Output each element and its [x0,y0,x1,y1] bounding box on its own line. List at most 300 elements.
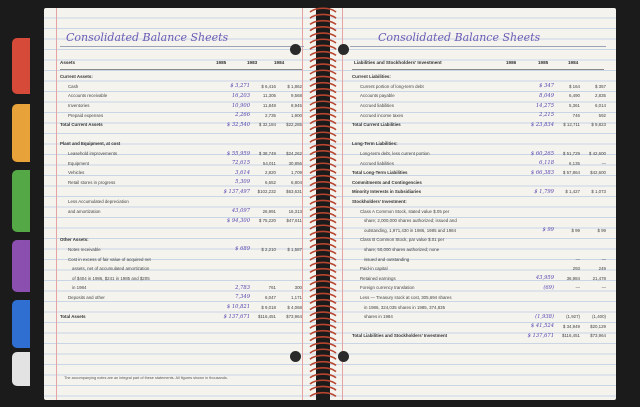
spiral-coil [310,275,336,279]
printed-value: $ 75,220 [258,218,276,224]
printed-value: (1,400) [592,314,606,320]
table-row [350,235,608,245]
printed-value [278,264,304,274]
row-label: Accrued liabilities [360,160,394,166]
table-row [350,321,608,331]
printed-value: 8,945 [291,103,302,109]
spiral-coil [310,45,336,49]
row-label: Prepaid expenses [68,112,104,118]
row-label: Total Liabilities and Stockholders' Investment [352,333,448,339]
printed-value: $102,232 [257,189,276,195]
table-row [350,101,608,111]
printed-value [582,245,608,255]
page-title: Consolidated Balance Sheets [378,31,541,44]
row-label: Current Liabilities: [352,74,391,80]
row-label: Accounts receivable [68,93,108,99]
printed-value: 1,900 [291,112,302,118]
printed-value: 9,568 [291,93,302,99]
page-title: Consolidated Balance Sheets [66,31,229,44]
spiral-coil [310,231,336,235]
spiral-coil [310,101,336,105]
handwritten-value: 43,097 [231,208,250,215]
handwritten-value: 6,118 [539,160,554,167]
spiral-coil [310,349,336,353]
table-row [350,302,608,312]
table-row [58,293,304,303]
table-row [350,149,608,159]
row-label [350,321,524,331]
row-label: Total Long-Term Liabilities [352,170,408,176]
row-label: Class A Common Stock, stated value $.05 per [360,208,450,214]
spiral-coil [310,287,336,291]
printed-value: 761 [268,285,276,291]
column-header-label: Assets [60,60,76,65]
spiral-coil [310,33,336,37]
spiral-coil [310,64,336,68]
handwritten-value: $ 3,271 [230,83,250,90]
spiral-coil [310,107,336,111]
row-label: Cost in excess of fair value of acquired net [68,256,151,262]
printed-value: 6,804 [291,179,302,185]
row-label: share; 2,000,000 shares authorized; issued and [364,218,457,224]
table-row [350,120,608,130]
printed-value: $ 51,729 [562,151,580,157]
table-row [350,331,608,341]
row-label: shares in 1984 [364,314,393,320]
table-row [58,158,304,168]
printed-value [252,139,278,149]
row-label: Total Current Assets [60,122,103,128]
handwritten-value: 2,783 [235,284,250,291]
table-row [58,245,304,255]
handwritten-value: $ 689 [235,246,250,253]
row-label: Accrued income taxes [360,112,404,118]
row-label [58,187,220,197]
printed-value [252,130,278,140]
row-label: Foreign currency translation [360,285,415,291]
table-row [350,226,608,236]
handwritten-value [220,235,252,245]
printed-value: $ 9,823 [591,122,606,128]
printed-value [582,130,608,140]
printed-value: 5,361 [569,103,580,109]
handwritten-value: $ 137,497 [223,188,250,195]
spiral-coil [310,138,336,142]
printed-value [278,197,304,207]
spiral-coil [310,39,336,43]
handwritten-value: $ 66,383 [530,169,554,176]
printed-value: $116,451 [562,333,580,339]
punch-hole [290,351,301,362]
divider-tab [12,240,30,292]
spiral-coil [310,250,336,254]
row-label: Deposits and other [68,294,105,300]
handwritten-value [524,235,556,245]
table-row [350,168,608,178]
spiral-coil [310,52,336,56]
handwritten-value: 72,615 [231,160,250,167]
table-row [58,130,304,140]
spiral-coil [310,337,336,341]
table-row [58,110,304,120]
handwritten-value: 16,203 [231,92,250,99]
row-label [58,302,220,312]
printed-value: 16,313 [288,208,302,214]
spiral-coil [310,8,336,12]
row-label: Equipment [68,160,89,166]
table-row [58,283,304,293]
spiral-coil [310,114,336,118]
handwritten-value: $ 137,671 [527,332,554,339]
printed-value [556,197,582,207]
printed-value [278,139,304,149]
spiral-coil [310,176,336,180]
row-label [58,226,220,236]
printed-value: $73,964 [286,314,302,320]
handwritten-value [524,206,556,216]
spiral-coil [310,89,336,93]
printed-value: 1,171 [291,294,302,300]
handwritten-value: 43,959 [535,275,554,282]
column-header-year: 1983 [247,60,258,65]
table-row [58,254,304,264]
footnote: The accompanying notes are an integral part of these statements. All figures shown in thousands. [64,376,228,380]
printed-value: $ 32,184 [258,122,276,128]
printed-value [556,235,582,245]
row-label: Other Assets: [60,237,89,243]
handwritten-value [524,254,556,264]
printed-value [278,254,304,264]
spiral-coil [310,58,336,62]
table-row [350,264,608,274]
table-row [58,139,304,149]
printed-value [252,254,278,264]
handwritten-value: $ 41,524 [530,323,554,330]
row-label: of $404 in 1986, $241 in 1985 and $205 [72,275,150,281]
printed-value [556,293,582,303]
title-rule [350,46,606,47]
table-row [350,130,608,140]
table-row [58,273,304,283]
handwritten-value [524,130,556,140]
handwritten-value [524,293,556,303]
table-row [350,273,608,283]
printed-value: $63,631 [286,189,302,195]
handwritten-value: $ 10,821 [226,304,250,311]
spiral-coil [310,169,336,173]
printed-value [278,72,304,82]
printed-value: $ 1,587 [287,246,302,252]
printed-value: 300 [294,285,302,291]
spiral-coil [310,238,336,242]
printed-value: 36,984 [566,275,580,281]
printed-value: 26,991 [262,208,276,214]
printed-value [582,293,608,303]
column-header-year: 1985 [216,60,227,65]
row-label: Class B Common Stock, par value $.01 per [360,237,445,243]
printed-value [252,197,278,207]
handwritten-value: $ 99 [542,227,554,234]
left-page [44,8,316,400]
row-label: Retail stores in progress [68,179,116,185]
row-label: in 1984 [72,285,87,291]
row-label [350,130,524,140]
spiral-coil [310,27,336,31]
table-row [58,101,304,111]
spiral-coil [310,145,336,149]
column-header-year: 1984 [568,60,579,65]
table-row [58,82,304,92]
printed-value: $20,129 [590,323,606,329]
table-row [58,120,304,130]
spiral-coil [310,355,336,359]
punch-hole [290,44,301,55]
printed-value: $ 1,073 [591,189,606,195]
row-label: Leasehold improvements [68,151,118,157]
spiral-coil [310,368,336,372]
row-label: Less — Treasury stock at cost, 305,694 shares [360,294,452,300]
printed-value: $ 99 [597,227,606,233]
handwritten-value [220,197,252,207]
printed-value: $ 2,210 [261,246,276,252]
handwritten-value: 2,266 [235,112,250,119]
spiral-coil [310,386,336,390]
row-label: in 1986, 324,035 shares in 1985, 374,835 [364,304,446,310]
handwritten-value: $ 137,671 [223,313,250,320]
handwritten-value [220,273,252,283]
row-label: Total Current Liabilities [352,122,401,128]
handwritten-value [524,245,556,255]
table-row [58,187,304,197]
table-row [350,82,608,92]
row-label: Plant and Equipment, at cost [60,141,121,147]
handwritten-value [524,302,556,312]
spiral-binding [306,4,340,404]
row-label: share; 50,000 shares authorized; none [364,246,440,252]
printed-value [582,235,608,245]
printed-value: 11,848 [262,103,276,109]
printed-value: — [601,256,606,262]
printed-value [278,235,304,245]
printed-value: $42,600 [590,170,606,176]
table-row [58,72,304,82]
spiral-coil [310,331,336,335]
column-header-label: Liabilities and Stockholders' Investment [354,60,442,65]
printed-value: $24,262 [286,151,302,157]
spiral-coil [310,393,336,397]
printed-value [582,72,608,82]
table-row [58,206,304,216]
row-label: Retained earnings [360,275,396,281]
row-label: assets, net of accumulated amortization [72,266,150,272]
printed-value [556,206,582,216]
spiral-coil [310,194,336,198]
printed-value: 746 [572,112,580,118]
handwritten-value: (1,938) [535,313,554,320]
handwritten-value: $ 347 [539,83,554,90]
balance-sheet-assets-table [58,72,304,321]
printed-value [582,206,608,216]
printed-value [556,245,582,255]
table-row [350,254,608,264]
divider-tab [12,300,30,348]
row-label: Notes receivable [68,246,101,252]
title-rule [60,46,304,47]
spiral-coil [310,126,336,130]
row-label [58,216,220,226]
printed-value: 11,305 [262,93,276,99]
printed-value: $ 38,749 [258,151,276,157]
handwritten-value: 2,215 [539,112,554,119]
handwritten-value: $ 60,265 [530,150,554,157]
printed-value [556,130,582,140]
printed-value: 249 [598,266,606,272]
table-row [350,216,608,226]
table-row [58,302,304,312]
printed-value: $ 34,949 [562,323,580,329]
spiral-coil [310,132,336,136]
row-label: Commitments and Contingencies [352,179,422,185]
spiral-coil [310,343,336,347]
spiral-coil [310,163,336,167]
printed-value [556,72,582,82]
printed-value [252,226,278,236]
row-label: Long-term debt, less current portion [360,151,430,157]
handwritten-value [220,130,252,140]
row-label [58,130,220,140]
printed-value: — [575,256,580,262]
row-label: Long-Term Liabilities: [352,141,398,147]
spiral-coil [310,256,336,260]
handwritten-value: $ 55,959 [226,150,250,157]
printed-value: 6,135 [569,160,580,166]
printed-value: $47,611 [286,218,302,224]
table-row [350,178,608,188]
printed-value [278,130,304,140]
column-header-year: 1986 [506,60,517,65]
table-row [350,245,608,255]
printed-value: $ 164 [569,83,580,89]
spiral-coil [310,225,336,229]
printed-value: $ 357 [595,83,606,89]
row-label: issued and outstanding [364,256,410,262]
handwritten-value [220,264,252,274]
row-label: Current Assets: [60,74,93,80]
printed-value: $ 12,711 [563,122,580,128]
spiral-coil [310,200,336,204]
handwritten-value: $ 94,300 [226,217,250,224]
handwritten-value [524,197,556,207]
header-rule [352,69,604,70]
handwritten-value: $ 32,540 [226,121,250,128]
printed-value: 6,652 [265,179,276,185]
table-row [350,293,608,303]
printed-value: $ 9,018 [261,304,276,310]
handwritten-value: $ 1,799 [534,188,554,195]
printed-value: 2,735 [265,112,276,118]
printed-value [556,302,582,312]
printed-value [252,264,278,274]
spiral-coil [310,269,336,273]
handwritten-value: 3,614 [235,169,250,176]
spiral-coil [310,374,336,378]
printed-value: 293 [572,266,580,272]
table-row [58,226,304,236]
spiral-coil [310,120,336,124]
table-row [350,187,608,197]
printed-value: — [575,285,580,291]
row-label: outstanding, 1,971,430 in 1986, 1985 and 1984 [364,227,457,233]
row-label: Paid-in capital [360,266,388,272]
handwritten-value [220,254,252,264]
row-label: Stockholders' Investment: [352,199,407,205]
printed-value [252,273,278,283]
margin-line [342,8,343,400]
handwritten-value: 10,900 [231,102,250,109]
printed-value [582,178,608,188]
handwritten-value [524,264,556,274]
printed-value: 592 [598,112,606,118]
table-row [58,149,304,159]
printed-value: — [601,285,606,291]
printed-value [278,273,304,283]
spiral-coil [310,151,336,155]
printed-value [582,216,608,226]
handwritten-value: 14,275 [535,102,554,109]
column-header-year: 1985 [538,60,549,65]
printed-value [556,178,582,188]
table-row [58,168,304,178]
printed-value: $22,285 [286,122,302,128]
printed-value [582,139,608,149]
printed-value: 1,709 [291,170,302,176]
printed-value: 2,820 [265,170,276,176]
table-row [350,197,608,207]
spiral-coil [310,293,336,297]
divider-tab [12,170,30,232]
table-row [58,264,304,274]
spiral-coil [310,83,336,87]
handwritten-value [524,178,556,188]
spiral-coil [310,262,336,266]
printed-value: $ 42,600 [588,151,606,157]
table-row [58,178,304,188]
printed-value: $116,451 [258,314,276,320]
table-row [350,283,608,293]
printed-value: 30,856 [288,160,302,166]
handwritten-value [524,139,556,149]
spiral-coil [310,300,336,304]
spiral-coil [310,207,336,211]
printed-value: 6,047 [265,294,276,300]
spiral-coil [310,76,336,80]
printed-value [556,139,582,149]
row-label: Cash [68,83,79,89]
row-label: Total Assets [60,314,86,320]
table-row [350,91,608,101]
handwritten-value: $ 23,834 [530,121,554,128]
table-row [58,216,304,226]
printed-value [252,72,278,82]
printed-value: $ 99 [571,227,580,233]
printed-value: $ 6,416 [261,83,276,89]
margin-line [56,8,57,400]
printed-value: $73,964 [590,333,606,339]
header-rule [60,69,302,70]
spiral-coil [310,14,336,18]
row-label: Accrued liabilities [360,103,394,109]
column-header-year: 1984 [274,60,285,65]
